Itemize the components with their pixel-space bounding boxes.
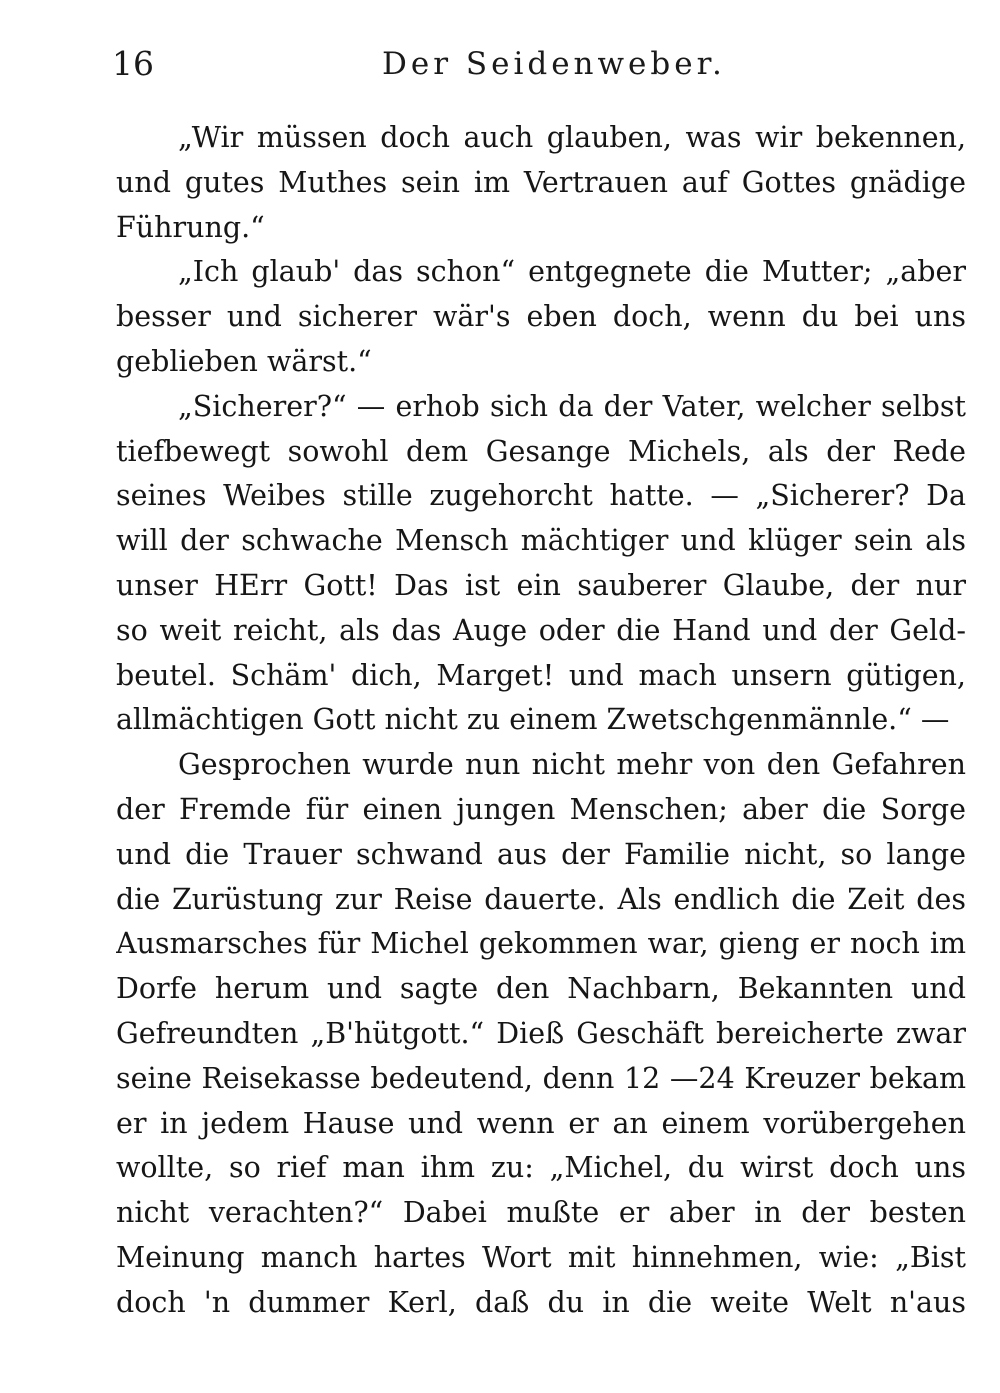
text-line: der Fremde für einen jungen Menschen; aber die Sorge: [116, 792, 966, 826]
text-line: tiefbewegt sowohl dem Gesange Michels, als der Rede: [116, 434, 966, 468]
text-line: die Zurüstung zur Reise dauerte. Als endlich die Zeit des: [116, 882, 966, 916]
text-line: Ausmarsches für Michel gekommen war, gieng er noch im: [116, 927, 966, 961]
text-line: will der schwache Mensch mächtiger und klüger sein als: [116, 524, 966, 558]
text-line: „Ich glaub' das schon“ entgegnete die Mutter; „aber: [178, 255, 966, 289]
text-line: „Wir müssen doch auch glauben, was wir bekennen,: [178, 121, 966, 154]
text-line: geblieben wärst.“: [116, 344, 372, 378]
text-line: seine Reisekasse bedeutend, denn 12 —24 Kreuzer bekam: [116, 1061, 966, 1095]
text-line: unser HErr Gott! Das ist ein sauberer Glaube, der nur: [116, 568, 966, 602]
text-line: Meinung manch hartes Wort mit hinnehmen, wie: „Bist: [116, 1240, 966, 1274]
text-line: „Sicherer?“ — erhob sich da der Vater, welcher selbst: [178, 389, 966, 423]
page-header: [112, 40, 960, 92]
text-line: so weit reicht, als das Auge oder die Hand und der Geld-: [116, 613, 966, 647]
text-line: allmächtigen Gott nicht zu einem Zwetschgenmännle.“ —: [116, 703, 950, 737]
text-line: nicht verachten?“ Dabei mußte er aber in der besten: [116, 1196, 966, 1230]
text-line: wollte, so rief man ihm zu: „Michel, du wirst doch uns: [116, 1151, 966, 1185]
text-line: und gutes Muthes sein im Vertrauen auf Gottes gnädige: [116, 165, 966, 199]
page-number: 16: [112, 44, 154, 83]
text-line: und die Trauer schwand aus der Familie nicht, so lange: [116, 837, 966, 871]
text-line: Gesprochen wurde nun nicht mehr von den Gefahren: [178, 748, 966, 782]
body-text: [116, 116, 966, 1326]
text-line: er in jedem Hause und wenn er an einem vorübergehen: [116, 1106, 966, 1140]
text-line: beutel. Schäm' dich, Marget! und mach unsern gütigen,: [116, 658, 966, 692]
text-line: seines Weibes stille zugehorcht hatte. — „Sicherer? Da: [116, 479, 966, 513]
text-line: Gefreundten „B'hütgott.“ Dieß Geschäft bereicherte zwar: [116, 1016, 966, 1050]
text-line: Dorfe herum und sagte den Nachbarn, Bekannten und: [116, 972, 966, 1006]
running-title: Der Seidenweber.: [382, 46, 726, 82]
text-line: doch 'n dummer Kerl, daß du in die weite Welt n'aus: [116, 1285, 966, 1319]
text-line: Führung.“: [116, 210, 265, 244]
text-line: besser und sicherer wär's eben doch, wenn du bei uns: [116, 300, 966, 334]
